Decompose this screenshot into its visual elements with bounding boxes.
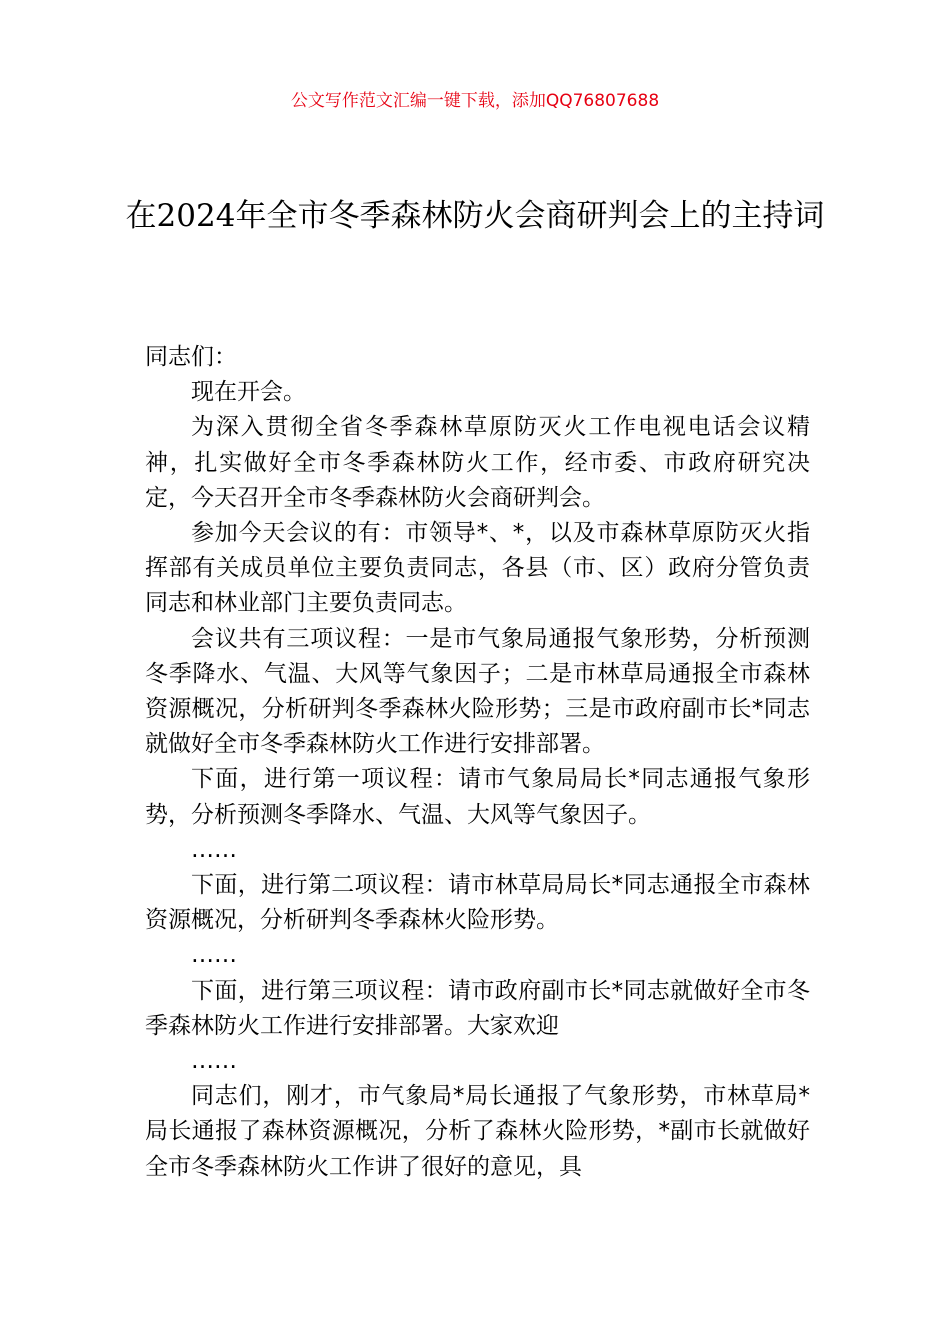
document-body	[145, 340, 810, 1185]
ellipsis: ……	[191, 942, 237, 969]
paragraph: 下面，进行第二项议程：请市林草局局长*同志通报全市森林资源概况，分析研判冬季森林火险形势。	[145, 872, 810, 934]
paragraph: 为深入贯彻全省冬季森林草原防灭火工作电视电话会议精神，扎实做好全市冬季森林防火工作，经市委、市政府研究决定，今天召开全市冬季森林防火会商研判会。	[145, 414, 810, 511]
document-title: 在2024年全市冬季森林防火会商研判会上的主持词	[125, 198, 825, 234]
ellipsis: ……	[191, 836, 237, 863]
paragraph: 现在开会。	[191, 379, 306, 406]
paragraph: 下面，进行第一项议程：请市气象局局长*同志通报气象形势，分析预测冬季降水、气温、大风等气象因子。	[145, 766, 810, 828]
paragraph: 下面，进行第三项议程：请市政府副市长*同志就做好全市冬季森林防火工作进行安排部署。大家欢迎	[145, 977, 810, 1039]
paragraph: 同志们，刚才，市气象局*局长通报了气象形势，市林草局*局长通报了森林资源概况，分析了森林火险形势，*副市长就做好全市冬季森林防火工作讲了很好的意见，具	[145, 1083, 810, 1180]
paragraph: 会议共有三项议程：一是市气象局通报气象形势，分析预测冬季降水、气温、大风等气象因子；二是市林草局通报全市森林资源概况，分析研判冬季森林火险形势；三是市政府副市长*同志就做好全市冬季森林防火工作进行安排部署。	[145, 625, 810, 758]
download-banner: 公文写作范文汇编一键下载，添加QQ76807688	[290, 91, 660, 111]
paragraph: 参加今天会议的有：市领导*、*，以及市森林草原防灭火指挥部有关成员单位主要负责同志，各县（市、区）政府分管负责同志和林业部门主要负责同志。	[145, 520, 810, 617]
salutation: 同志们：	[145, 344, 237, 370]
ellipsis: ……	[191, 1048, 237, 1075]
